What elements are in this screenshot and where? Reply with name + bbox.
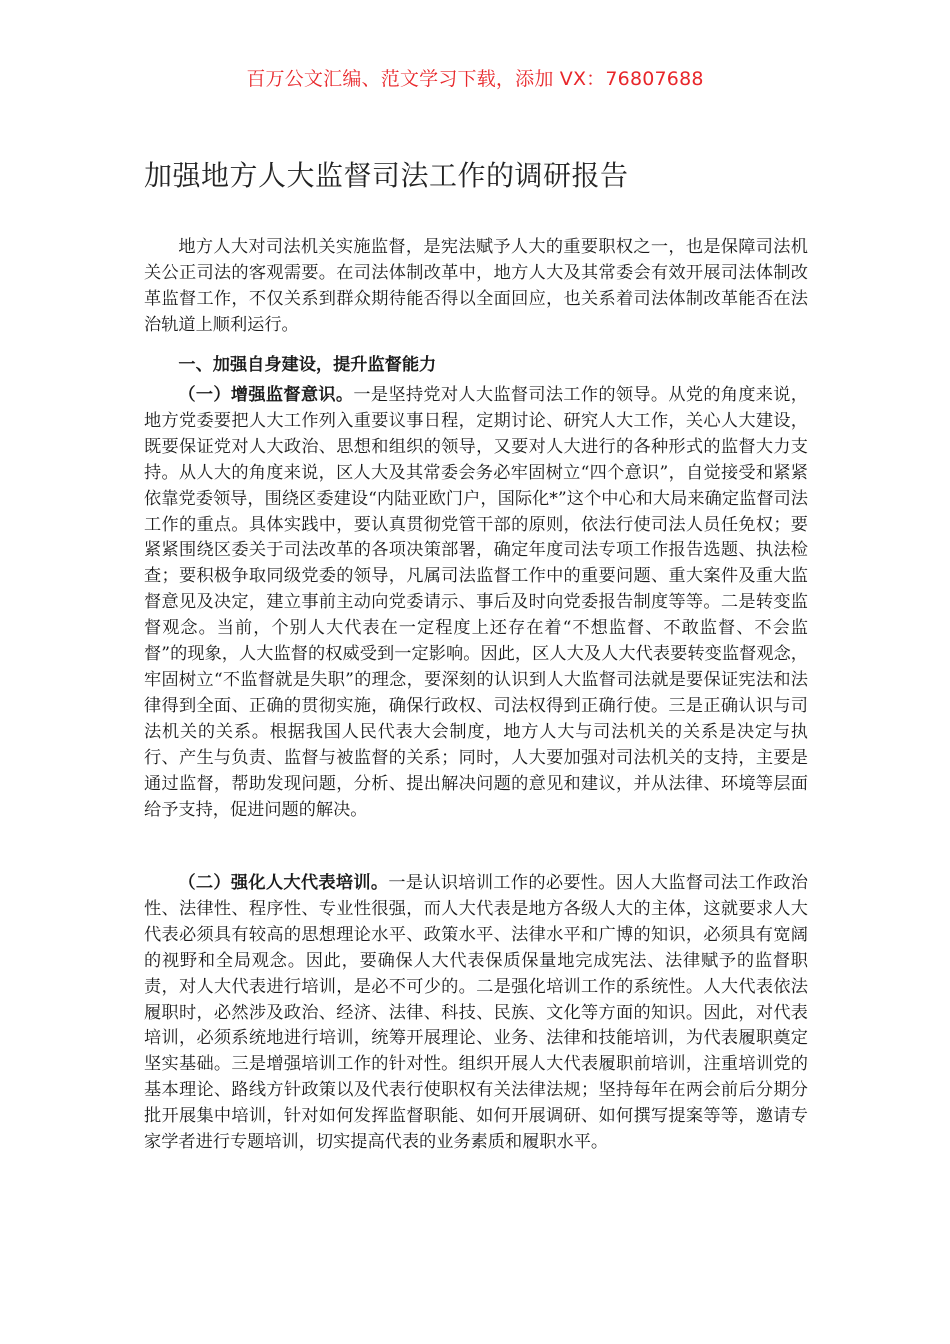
body-paragraph: [144, 871, 808, 1156]
document-title: 加强地方人大监督司法工作的调研报告: [144, 159, 629, 192]
paragraph-lead: （二）强化人大代表培训。: [178, 873, 389, 893]
paragraph-text: 一是认识培训工作的必要性。因人大监督司法工作政治性、法律性、程序性、专业性很强，而人大代表是地方各级人大的主体，这就要求人大代表必须具有较高的思想理论水平、政策水平、法律水平和广博的知识，必须具有宽阔的视野和全局观念。因此，要确保人大代表保质保量地完成宪法、法律赋予的监督职责，对人大代表进行培训，是必不可少的。二是强化培训工作的系统性。人大代表依法履职时，必然涉及政治、经济、法律、科技、民族、文化等方面的知识。因此，对代表培训，必须系统地进行培训，统筹开展理论、业务、法律和技能培训，为代表履职奠定坚实基础。三是增强培训工作的针对性。组织开展人大代表履职前培训，注重培训党的基本理论、路线方针政策以及代表行使职权有关法律法规；坚持每年在两会前后分期分批开展集中培训，针对如何发挥监督职能、如何开展调研、如何撰写提案等等，邀请专家学者进行专题培训，切实提高代表的业务素质和履职水平。: [144, 873, 808, 1153]
body-paragraph: [144, 383, 808, 823]
header-banner: 百万公文汇编、范文学习下载，添加 VX：76807688: [246, 68, 704, 90]
section-heading: 一、加强自身建设，提升监督能力: [178, 355, 437, 375]
intro-paragraph: 地方人大对司法机关实施监督，是宪法赋予人大的重要职权之一，也是保障司法机关公正司法的客观需要。在司法体制改革中，地方人大及其常委会有效开展司法体制改革监督工作，不仅关系到群众期待能否得以全面回应，也关系着司法体制改革能否在法治轨道上顺利运行。: [144, 237, 808, 335]
paragraph-text: 一是坚持党对人大监督司法工作的领导。从党的角度来说，地方党委要把人大工作列入重要议事日程，定期讨论、研究人大工作，关心人大建设，既要保证党对人大政治、思想和组织的领导，又要对人大进行的各种形式的监督大力支持。从人大的角度来说，区人大及其常委会务必牢固树立“四个意识”，自觉接受和紧紧依靠党委领导，围绕区委建设“内陆亚欧门户，国际化*”这个中心和大局来确定监督司法工作的重点。具体实践中，要认真贯彻党管干部的原则，依法行使司法人员任免权；要紧紧围绕区委关于司法改革的各项决策部署，确定年度司法专项工作报告选题、执法检查；要积极争取同级党委的领导，凡属司法监督工作中的重要问题、重大案件及重大监督意见及决定，建立事前主动向党委请示、事后及时向党委报告制度等等。二是转变监督观念。当前，个别人大代表在一定程度上还存在着“不想监督、不敢监督、不会监督”的现象，人大监督的权威受到一定影响。因此，区人大及人大代表要转变监督观念，牢固树立“不监督就是失职”的理念，要深刻的认识到人大监督司法就是要保证宪法和法律得到全面、正确的贯彻实施，确保行政权、司法权得到正确行使。三是正确认识与司法机关的关系。根据我国人民代表大会制度，地方人大与司法机关的关系是决定与执行、产生与负责、监督与被监督的关系；同时，人大要加强对司法机关的支持，主要是通过监督，帮助发现问题，分析、提出解决问题的意见和建议，并从法律、环境等层面给予支持，促进问题的解决。: [144, 385, 808, 820]
paragraph-lead: （一）增强监督意识。: [178, 385, 354, 405]
